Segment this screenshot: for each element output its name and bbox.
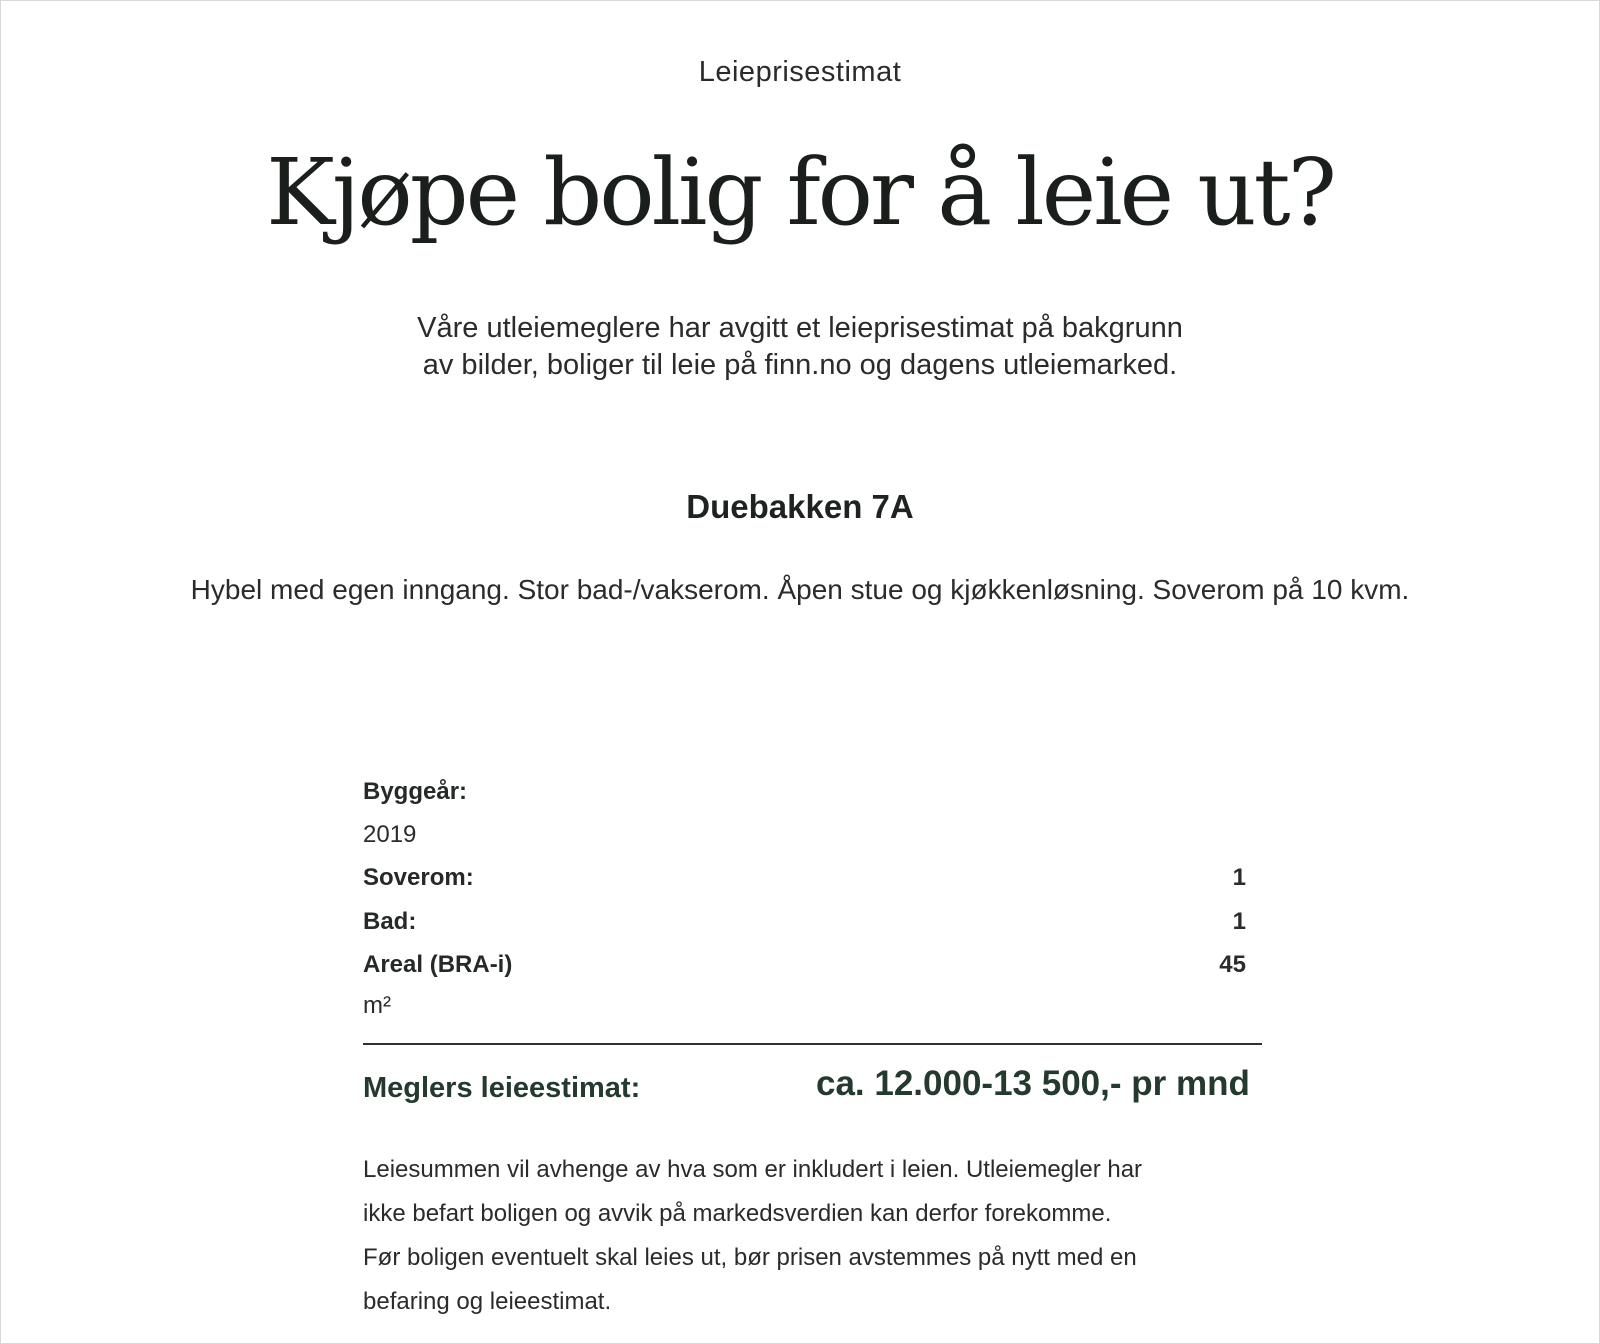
area-unit: m² [363, 992, 391, 1019]
disclaimer-line-3: Før boligen eventuelt skal leies ut, bør prisen avstemmes på nytt med en [363, 1244, 1137, 1271]
bedrooms-label: Soverom: [363, 864, 474, 891]
fact-row-built-value [363, 821, 1246, 851]
estimate-value: ca. 12.000-13 500,- pr mnd [816, 1064, 1250, 1103]
divider [363, 1043, 1262, 1045]
area-label: Areal (BRA-i) [363, 951, 513, 978]
disclaimer-line-4: befaring og leieestimat. [363, 1288, 612, 1315]
property-address: Duebakken 7A [686, 488, 914, 525]
built-value: 2019 [363, 821, 417, 848]
fact-row-bath [363, 908, 1246, 938]
intro-text [0, 310, 1600, 384]
fact-row-bedrooms [363, 864, 1246, 894]
disclaimer-line-1: Leiesummen vil avhenge av hva som er inkludert i leien. Utleiemegler har [363, 1156, 1143, 1183]
area-value: 45 [1219, 951, 1246, 978]
bedrooms-value: 1 [1232, 864, 1246, 891]
eyebrow-label: Leieprisestimat [698, 56, 902, 88]
bath-label: Bad: [363, 908, 417, 935]
fact-row-built [363, 778, 1246, 808]
estimate-label: Meglers leieestimat: [363, 1072, 641, 1104]
intro-line-1: Våre utleiemeglere har avgitt et leieprisestimat på bakgrunn [417, 312, 1183, 344]
disclaimer-line-2: ikke befart boligen og avvik på markedsverdien kan derfor forekomme. [363, 1200, 1112, 1227]
property-description: Hybel med egen inngang. Stor bad-/vakserom. Åpen stue og kjøkkenløsning. Soverom på 10 kvm. [190, 574, 1410, 605]
page-title: Kjøpe bolig for å leie ut? [266, 139, 1334, 246]
disclaimer-text [363, 1148, 1283, 1324]
bath-value: 1 [1232, 908, 1246, 935]
fact-row-area [363, 951, 1246, 981]
built-label: Byggeår: [363, 778, 468, 805]
fact-row-area-unit [363, 992, 1246, 1022]
intro-line-2: av bilder, boliger til leie på finn.no og dagens utleiemarked. [422, 349, 1178, 381]
